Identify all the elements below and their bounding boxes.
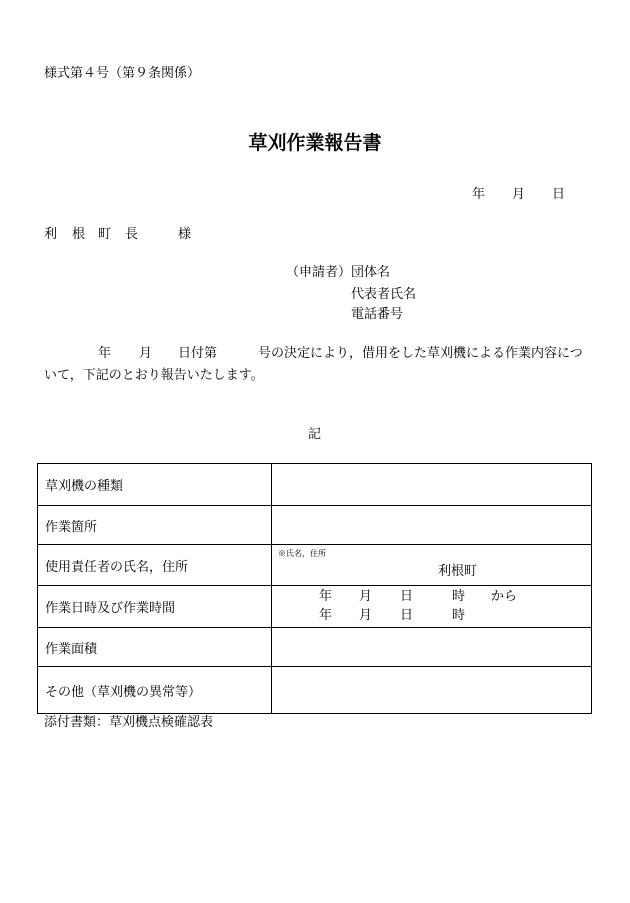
field-responsible-person[interactable] (272, 545, 592, 586)
phone-label: 電話番号 (351, 307, 404, 322)
field-other[interactable] (272, 667, 592, 714)
end-month: 月 (359, 608, 373, 623)
date-year: 年 (472, 187, 486, 202)
end-hour: 時 (452, 608, 466, 623)
row-label-mower-type: 草刈機の種類 (38, 464, 272, 506)
addressee-char-3: 町 (98, 227, 112, 242)
start-hour: 時 (452, 589, 466, 604)
body-day-prefix: 日付第 (178, 346, 218, 361)
applicant-label: （申請者） (286, 265, 352, 280)
table-row (38, 545, 592, 586)
body-year: 年 (98, 346, 112, 361)
row-label-responsible-person: 使用責任者の氏名，住所 (38, 545, 272, 586)
end-day: 日 (400, 608, 414, 623)
table-row (38, 628, 592, 667)
table-row (38, 586, 592, 628)
body-month: 月 (139, 346, 153, 361)
date-day: 日 (552, 187, 566, 202)
table-row (38, 506, 592, 545)
body-decision-text: 号の決定により，借用をした草刈機による作業内容につ (258, 346, 583, 361)
form-number: 様式第４号（第９条関係） (44, 66, 201, 81)
start-month: 月 (359, 589, 373, 604)
table-row (38, 667, 592, 714)
document-title: 草刈作業報告書 (248, 132, 382, 154)
row-label-other: その他（草刈機の異常等） (38, 667, 272, 714)
group-name-label: 団体名 (351, 265, 391, 280)
detail-table (37, 463, 592, 714)
field-work-datetime[interactable] (272, 586, 592, 628)
start-year: 年 (319, 589, 333, 604)
row-label-work-location: 作業箇所 (38, 506, 272, 545)
addressee-char-4: 長 (125, 227, 139, 242)
field-work-area[interactable] (272, 628, 592, 667)
row-label-work-datetime: 作業日時及び作業時間 (38, 586, 272, 628)
addressee-char-1: 利 (44, 227, 58, 242)
row-label-work-area: 作業面積 (38, 628, 272, 667)
end-year: 年 (319, 608, 333, 623)
town-name: 利根町 (438, 564, 478, 579)
name-address-note: ※氏名，住所 (278, 549, 326, 558)
field-work-location[interactable] (272, 506, 592, 545)
table-row (38, 464, 592, 506)
attachments-note: 添付書類：草刈機点検確認表 (44, 715, 214, 730)
field-mower-type[interactable] (272, 464, 592, 506)
addressee-char-2: 根 (72, 227, 86, 242)
addressee-honorific: 様 (178, 227, 192, 242)
from-label: から (491, 589, 518, 604)
body-line-2: いて，下記のとおり報告いたします。 (44, 368, 264, 383)
date-month: 月 (512, 187, 526, 202)
representative-label: 代表者氏名 (351, 287, 417, 302)
start-day: 日 (400, 589, 414, 604)
ki-heading: 記 (308, 427, 322, 442)
